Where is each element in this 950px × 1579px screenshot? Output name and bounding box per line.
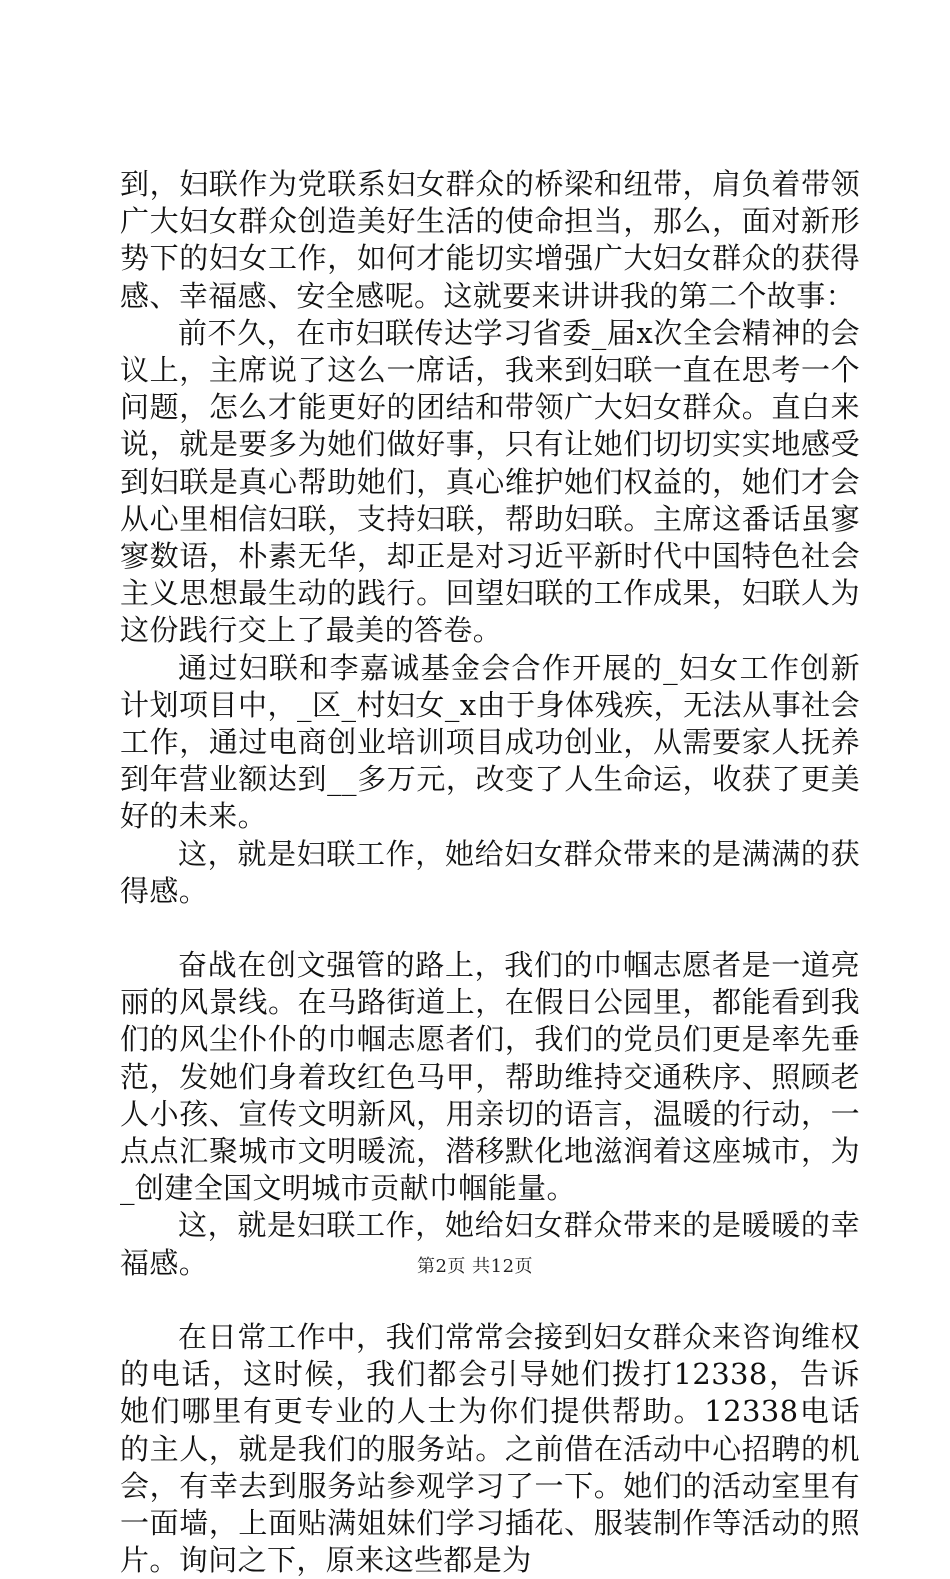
body-text <box>120 166 860 1579</box>
paragraph-continuation: 到，妇联作为党联系妇女群众的桥梁和纽带，肩负着带领广大妇女群众创造美好生活的使命担当，那么，面对新形势下的妇女工作，如何才能切实增强广大妇女群众的获得感、幸福感、安全感呢。这就要来讲讲我的第二个故事： <box>120 167 860 313</box>
paragraph-meeting-story: 前不久，在市妇联传达学习省委_届x次全会精神的会议上，主席说了这么一席话，我来到妇联一直在思考一个问题，怎么才能更好的团结和带领广大妇女群众。直白来说，就是要多为她们做好事，只有让她们切切实实地感受到妇联是真心帮助她们，真心维护她们权益的，她们才会从心里相信妇联，支持妇联，帮助妇联。主席这番话虽寥寥数语，朴素无华，却正是对习近平新时代中国特色社会主义思想最生动的践行。回望妇联的工作成果，妇联人为这份践行交上了最美的答卷。 <box>120 315 860 648</box>
page-footer: 第2页 共12页 <box>416 1256 534 1277</box>
paragraph-volunteers: 奋战在创文强管的路上，我们的巾帼志愿者是一道亮丽的风景线。在马路街道上，在假日公园里，都能看到我们的风尘仆仆的巾帼志愿者们，我们的党员们更是率先垂范，发她们身着玫红色马甲，帮助维持交通秩序、照顾老人小孩、宣传文明新风，用亲切的语言，温暖的行动，一点点汇聚城市文明暖流，潜移默化地滋润着这座城市，为_创建全国文明城市贡献巾帼能量。 <box>120 948 860 1206</box>
paragraph-foundation-project: 通过妇联和李嘉诚基金会合作开展的_妇女工作创新计划项目中，_区_村妇女_x由于身体残疾，无法从事社会工作，通过电商创业培训项目成功创业，从需要家人抚养到年营业额达到__多万元，改变了人生命运，收获了更美好的未来。 <box>120 650 860 834</box>
paragraph-sense-of-gain: 这，就是妇联工作，她给妇女群众带来的是满满的获得感。 <box>120 836 860 908</box>
paragraph-service-station: 在日常工作中，我们常常会接到妇女群众来咨询维权的电话，这时候，我们都会引导她们拨打12338，告诉她们哪里有更专业的人士为你们提供帮助。12338电话的主人，就是我们的服务站。之前借在活动中心招聘的机会，有幸去到服务站参观学习了一下。她们的活动室里有一面墙，上面贴满姐妹们学习插花、服装制作等活动的照片。询问之下，原来这些都是为 <box>120 1319 860 1578</box>
paragraph-sense-of-happiness: 这，就是妇联工作，她给妇女群众带来的是暖暖的幸福感。 <box>120 1208 860 1280</box>
